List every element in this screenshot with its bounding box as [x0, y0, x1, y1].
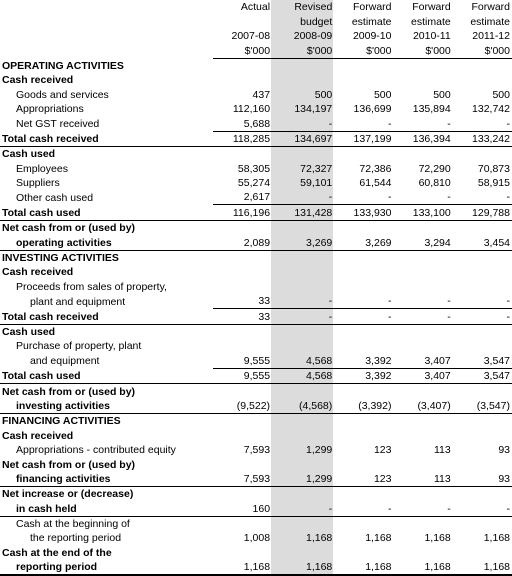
- cell-value: 70,873: [477, 162, 510, 175]
- cell-value: 500: [314, 88, 333, 101]
- cell-value: [394, 279, 453, 293]
- row-label: plant and equipment: [30, 295, 126, 308]
- cell-value: 1,168: [334, 560, 393, 575]
- cell-value: [453, 413, 512, 428]
- row-label: Cash received: [2, 266, 74, 279]
- cell-value: 59,101: [300, 177, 333, 190]
- cell-value: [272, 457, 334, 471]
- row-label: the reporting period: [30, 532, 122, 545]
- cell-value: 58,305: [237, 162, 271, 175]
- cell-value: [213, 58, 272, 73]
- cell-value: 55,274: [237, 177, 271, 190]
- table-row: [0, 265, 512, 279]
- cell-value: 7,593: [243, 444, 271, 457]
- cell-value: [453, 457, 512, 471]
- cell-value: -: [453, 309, 512, 324]
- cell-value: [272, 279, 334, 293]
- cell-value: [213, 457, 272, 471]
- cell-value: 129,788: [453, 205, 512, 220]
- cell-value: (9,522): [213, 399, 272, 414]
- cell-value: [213, 324, 272, 339]
- cell-value: [334, 220, 393, 235]
- cell-value: [394, 324, 453, 339]
- cell-value: [453, 428, 512, 442]
- cell-value: [272, 58, 334, 73]
- row-label: Other cash used: [16, 191, 94, 204]
- col-header-year: 2009-10: [352, 30, 392, 43]
- header-spacer: [0, 43, 213, 58]
- cell-value: [334, 250, 393, 265]
- col-header-unit: $'000: [394, 43, 453, 58]
- cell-value: 3,294: [394, 235, 453, 250]
- table-row: [0, 353, 512, 368]
- cell-value: [334, 384, 393, 399]
- cell-value: -: [334, 190, 393, 205]
- cell-value: [394, 413, 453, 428]
- cell-value: [334, 279, 393, 293]
- table-row: [0, 161, 512, 175]
- table-row: [0, 384, 512, 399]
- cell-value: [334, 73, 393, 87]
- cell-value: [453, 58, 512, 73]
- table-row: [0, 428, 512, 442]
- cell-value: 1,168: [365, 532, 392, 545]
- cell-value: 134,197: [294, 103, 333, 116]
- row-label: Net cash from or (used by): [2, 222, 136, 235]
- col-header-line2: estimate: [411, 15, 451, 28]
- cell-value: [213, 73, 272, 87]
- cell-value: [394, 545, 453, 559]
- cell-value: -: [394, 190, 453, 205]
- cell-value: (3,392): [334, 399, 393, 414]
- cell-value: 1,299: [306, 444, 333, 457]
- table-row: [0, 235, 512, 250]
- cell-value: [453, 486, 512, 501]
- cell-value: [213, 146, 272, 161]
- cell-value: [394, 73, 453, 87]
- cell-value: [334, 428, 393, 442]
- col-header-line1: Forward: [412, 1, 451, 14]
- cell-value: [394, 265, 453, 279]
- cell-value: 500: [433, 88, 451, 101]
- cell-value: [394, 384, 453, 399]
- cell-value: 2,617: [213, 190, 272, 205]
- col-header-line2: [213, 14, 272, 28]
- row-label: Cash received: [2, 74, 74, 87]
- cell-value: [394, 58, 453, 73]
- col-header-unit: $'000: [453, 43, 512, 58]
- row-label: Purchase of property, plant: [16, 340, 142, 353]
- cell-value: -: [334, 501, 393, 516]
- col-header-line1: Actual: [240, 1, 271, 14]
- table-row: [0, 73, 512, 87]
- cell-value: [334, 545, 393, 559]
- row-label: Cash used: [2, 148, 56, 161]
- col-header-year: 2010-11: [412, 30, 451, 43]
- cell-value: -: [394, 294, 453, 309]
- cell-value: [453, 265, 512, 279]
- cell-value: 72,386: [359, 162, 392, 175]
- row-label: Cash at the end of the: [2, 546, 112, 559]
- col-header-line2: budget: [300, 15, 333, 28]
- cell-value: [272, 250, 334, 265]
- cell-value: 3,454: [453, 235, 512, 250]
- table-row: [0, 457, 512, 471]
- cell-value: 3,269: [272, 235, 334, 250]
- cell-value: [213, 220, 272, 235]
- row-label: Net cash from or (used by): [2, 458, 136, 471]
- cell-value: -: [453, 190, 512, 205]
- cell-value: [453, 220, 512, 235]
- cell-value: [334, 324, 393, 339]
- row-label: Cash used: [2, 325, 56, 338]
- cell-value: [334, 339, 393, 353]
- col-header-year: 2008-09: [293, 30, 333, 43]
- cell-value: -: [394, 501, 453, 516]
- row-label: Total cash used: [0, 205, 213, 220]
- col-header-unit: $'000: [334, 43, 393, 58]
- table-row: [0, 131, 512, 146]
- cell-value: [453, 384, 512, 399]
- cell-value: -: [394, 116, 453, 131]
- cell-value: 33: [213, 309, 272, 324]
- cell-value: 33: [213, 294, 272, 309]
- cell-value: 72,290: [418, 162, 451, 175]
- table-row: [0, 472, 512, 487]
- header-spacer: [0, 14, 213, 28]
- cell-value: 3,407: [394, 353, 453, 368]
- cell-value: 61,544: [359, 177, 392, 190]
- cell-value: [272, 220, 334, 235]
- table-row: [0, 176, 512, 190]
- cell-value: 112,160: [232, 103, 271, 116]
- row-label: Appropriations: [16, 103, 84, 116]
- row-label: operating activities: [0, 235, 213, 250]
- cell-value: [394, 250, 453, 265]
- cell-value: [272, 384, 334, 399]
- row-label: financing activities: [0, 472, 213, 487]
- cell-value: 135,894: [412, 103, 451, 116]
- col-header-year: 2011-12: [472, 30, 510, 43]
- cell-value: [272, 265, 334, 279]
- cell-value: [334, 486, 393, 501]
- header-row-2: [0, 14, 512, 28]
- row-label: Total cash received: [0, 309, 213, 324]
- row-label: FINANCING ACTIVITIES: [2, 415, 121, 428]
- cell-value: [213, 545, 272, 559]
- row-label: INVESTING ACTIVITIES: [2, 252, 119, 265]
- col-header-line1: Revised: [294, 1, 333, 14]
- cell-value: 60,810: [418, 177, 451, 190]
- row-label: Net GST received: [16, 118, 100, 131]
- table-row: [0, 545, 512, 559]
- cell-value: 113: [394, 472, 453, 487]
- cell-value: [213, 339, 272, 353]
- cell-value: 1,168: [394, 560, 453, 575]
- table-row: [0, 486, 512, 501]
- cell-value: [394, 516, 453, 531]
- cell-value: [394, 486, 453, 501]
- cell-value: -: [272, 501, 334, 516]
- cell-value: 118,285: [213, 131, 272, 146]
- cell-value: [453, 545, 512, 559]
- cell-value: -: [394, 309, 453, 324]
- col-header-unit: $'000: [213, 43, 272, 58]
- cell-value: [453, 73, 512, 87]
- cell-value: [213, 384, 272, 399]
- header-spacer: [0, 0, 213, 14]
- cell-value: [272, 516, 334, 531]
- table-row: [0, 560, 512, 575]
- row-label: Total cash received: [0, 131, 213, 146]
- header-units-row: [0, 43, 512, 58]
- cell-value: [334, 146, 393, 161]
- cell-value: [213, 250, 272, 265]
- table-row: [0, 368, 512, 383]
- row-label: and equipment: [30, 355, 100, 368]
- cell-value: 3,392: [334, 368, 393, 383]
- col-header-line1: Forward: [471, 1, 510, 14]
- cell-value: (4,568): [272, 399, 334, 414]
- cell-value: -: [453, 294, 512, 309]
- cell-value: 4,568: [272, 368, 334, 383]
- row-label: Suppliers: [16, 177, 60, 190]
- cell-value: 1,299: [272, 472, 334, 487]
- cell-value: 160: [213, 501, 272, 516]
- cell-value: [453, 146, 512, 161]
- col-header-line2: estimate: [470, 15, 510, 28]
- row-label: Appropriations - contributed equity: [16, 444, 176, 457]
- cell-value: 1,168: [424, 532, 451, 545]
- cell-value: [394, 146, 453, 161]
- cell-value: [272, 413, 334, 428]
- table-row: [0, 531, 512, 545]
- cell-value: (3,547): [453, 399, 512, 414]
- cell-value: 72,327: [300, 162, 333, 175]
- table-row: [0, 443, 512, 457]
- cell-value: -: [334, 116, 393, 131]
- cell-value: 1,168: [306, 532, 333, 545]
- cell-value: 123: [334, 472, 393, 487]
- cell-value: [394, 457, 453, 471]
- cell-value: [453, 279, 512, 293]
- cell-value: [334, 58, 393, 73]
- col-header-unit: $'000: [272, 43, 334, 58]
- cell-value: [453, 250, 512, 265]
- cell-value: -: [272, 309, 334, 324]
- cell-value: 7,593: [213, 472, 272, 487]
- cell-value: 1,168: [483, 532, 510, 545]
- cell-value: 1,168: [213, 560, 272, 575]
- table-row: [0, 146, 512, 161]
- table-row: [0, 399, 512, 414]
- row-label: Proceeds from sales of property,: [16, 280, 167, 293]
- table-row: [0, 87, 512, 101]
- cell-value: 133,100: [394, 205, 453, 220]
- header-row-3: [0, 29, 512, 43]
- cell-value: 5,688: [213, 116, 272, 131]
- table-row: [0, 250, 512, 265]
- table-row: [0, 413, 512, 428]
- cell-value: (3,407): [394, 399, 453, 414]
- cell-value: [213, 279, 272, 293]
- cell-value: [213, 428, 272, 442]
- cell-value: 133,242: [453, 131, 512, 146]
- cell-value: 437: [252, 88, 271, 101]
- cell-value: 116,196: [213, 205, 272, 220]
- cell-value: [272, 73, 334, 87]
- row-label: reporting period: [0, 560, 213, 575]
- cell-value: [394, 220, 453, 235]
- cell-value: [272, 486, 334, 501]
- cell-value: 3,547: [453, 353, 512, 368]
- header-spacer: [0, 29, 213, 43]
- cell-value: 500: [373, 88, 392, 101]
- cell-value: [213, 516, 272, 531]
- table-row: [0, 279, 512, 293]
- table-row: [0, 220, 512, 235]
- cell-value: 9,555: [213, 353, 272, 368]
- cell-value: -: [272, 190, 334, 205]
- cell-value: -: [272, 294, 334, 309]
- cell-value: 1,168: [272, 560, 334, 575]
- row-label: Goods and services: [16, 88, 109, 101]
- cell-value: [213, 265, 272, 279]
- row-label: Net cash from or (used by): [2, 385, 136, 398]
- cell-value: 2,089: [213, 235, 272, 250]
- cell-value: [334, 516, 393, 531]
- cell-value: 136,699: [353, 103, 392, 116]
- cell-value: 134,697: [272, 131, 334, 146]
- table-row: [0, 116, 512, 131]
- table-row: [0, 190, 512, 205]
- cell-value: 133,930: [334, 205, 393, 220]
- cell-value: [272, 428, 334, 442]
- cell-value: 500: [492, 88, 510, 101]
- cell-value: 1,008: [243, 532, 271, 545]
- table-row: [0, 294, 512, 309]
- col-header-line2: estimate: [351, 15, 392, 28]
- cell-value: [272, 545, 334, 559]
- cell-value: [272, 324, 334, 339]
- table-row: [0, 58, 512, 73]
- row-label: investing activities: [0, 399, 213, 414]
- cell-value: 136,394: [394, 131, 453, 146]
- cell-value: -: [453, 501, 512, 516]
- table-row: [0, 205, 512, 220]
- cell-value: 132,742: [472, 103, 510, 116]
- row-label: Cash at the beginning of: [16, 518, 130, 531]
- cell-value: 113: [433, 444, 451, 457]
- cell-value: 9,555: [213, 368, 272, 383]
- cell-value: [334, 457, 393, 471]
- table-row: [0, 324, 512, 339]
- cell-value: 58,915: [477, 177, 510, 190]
- cell-value: [394, 339, 453, 353]
- cell-value: 4,568: [272, 353, 334, 368]
- cell-value: [334, 413, 393, 428]
- cell-value: 137,199: [334, 131, 393, 146]
- row-label: Employees: [16, 162, 68, 175]
- table-row: [0, 516, 512, 531]
- cell-value: -: [272, 116, 334, 131]
- table-row: [0, 339, 512, 353]
- cell-value: [334, 265, 393, 279]
- cell-value: 1,168: [453, 560, 512, 575]
- row-label: Net increase or (decrease): [2, 488, 134, 501]
- cell-value: 3,407: [394, 368, 453, 383]
- cell-value: [394, 428, 453, 442]
- cell-value: 123: [373, 444, 392, 457]
- row-label: Cash received: [2, 429, 74, 442]
- col-header-year: 2007-08: [231, 30, 271, 43]
- cell-value: [272, 339, 334, 353]
- header-row-1: [0, 0, 512, 14]
- row-label: OPERATING ACTIVITIES: [2, 59, 124, 72]
- cell-value: 3,547: [453, 368, 512, 383]
- cell-value: -: [453, 116, 512, 131]
- cell-value: [272, 146, 334, 161]
- cell-value: [453, 339, 512, 353]
- cell-value: [453, 516, 512, 531]
- col-header-line1: Forward: [352, 1, 392, 14]
- table-row: [0, 309, 512, 324]
- cell-value: 131,428: [272, 205, 334, 220]
- cell-value: 3,269: [334, 235, 393, 250]
- row-label: in cash held: [0, 501, 213, 516]
- row-label: Total cash used: [0, 368, 213, 383]
- cell-value: [453, 324, 512, 339]
- cell-value: 3,392: [334, 353, 393, 368]
- cell-value: -: [334, 294, 393, 309]
- cell-value: 93: [498, 444, 510, 457]
- cell-value: 93: [453, 472, 512, 487]
- cell-value: [213, 413, 272, 428]
- cell-value: [213, 486, 272, 501]
- table-row: [0, 102, 512, 116]
- cell-value: -: [334, 309, 393, 324]
- table-row: [0, 501, 512, 516]
